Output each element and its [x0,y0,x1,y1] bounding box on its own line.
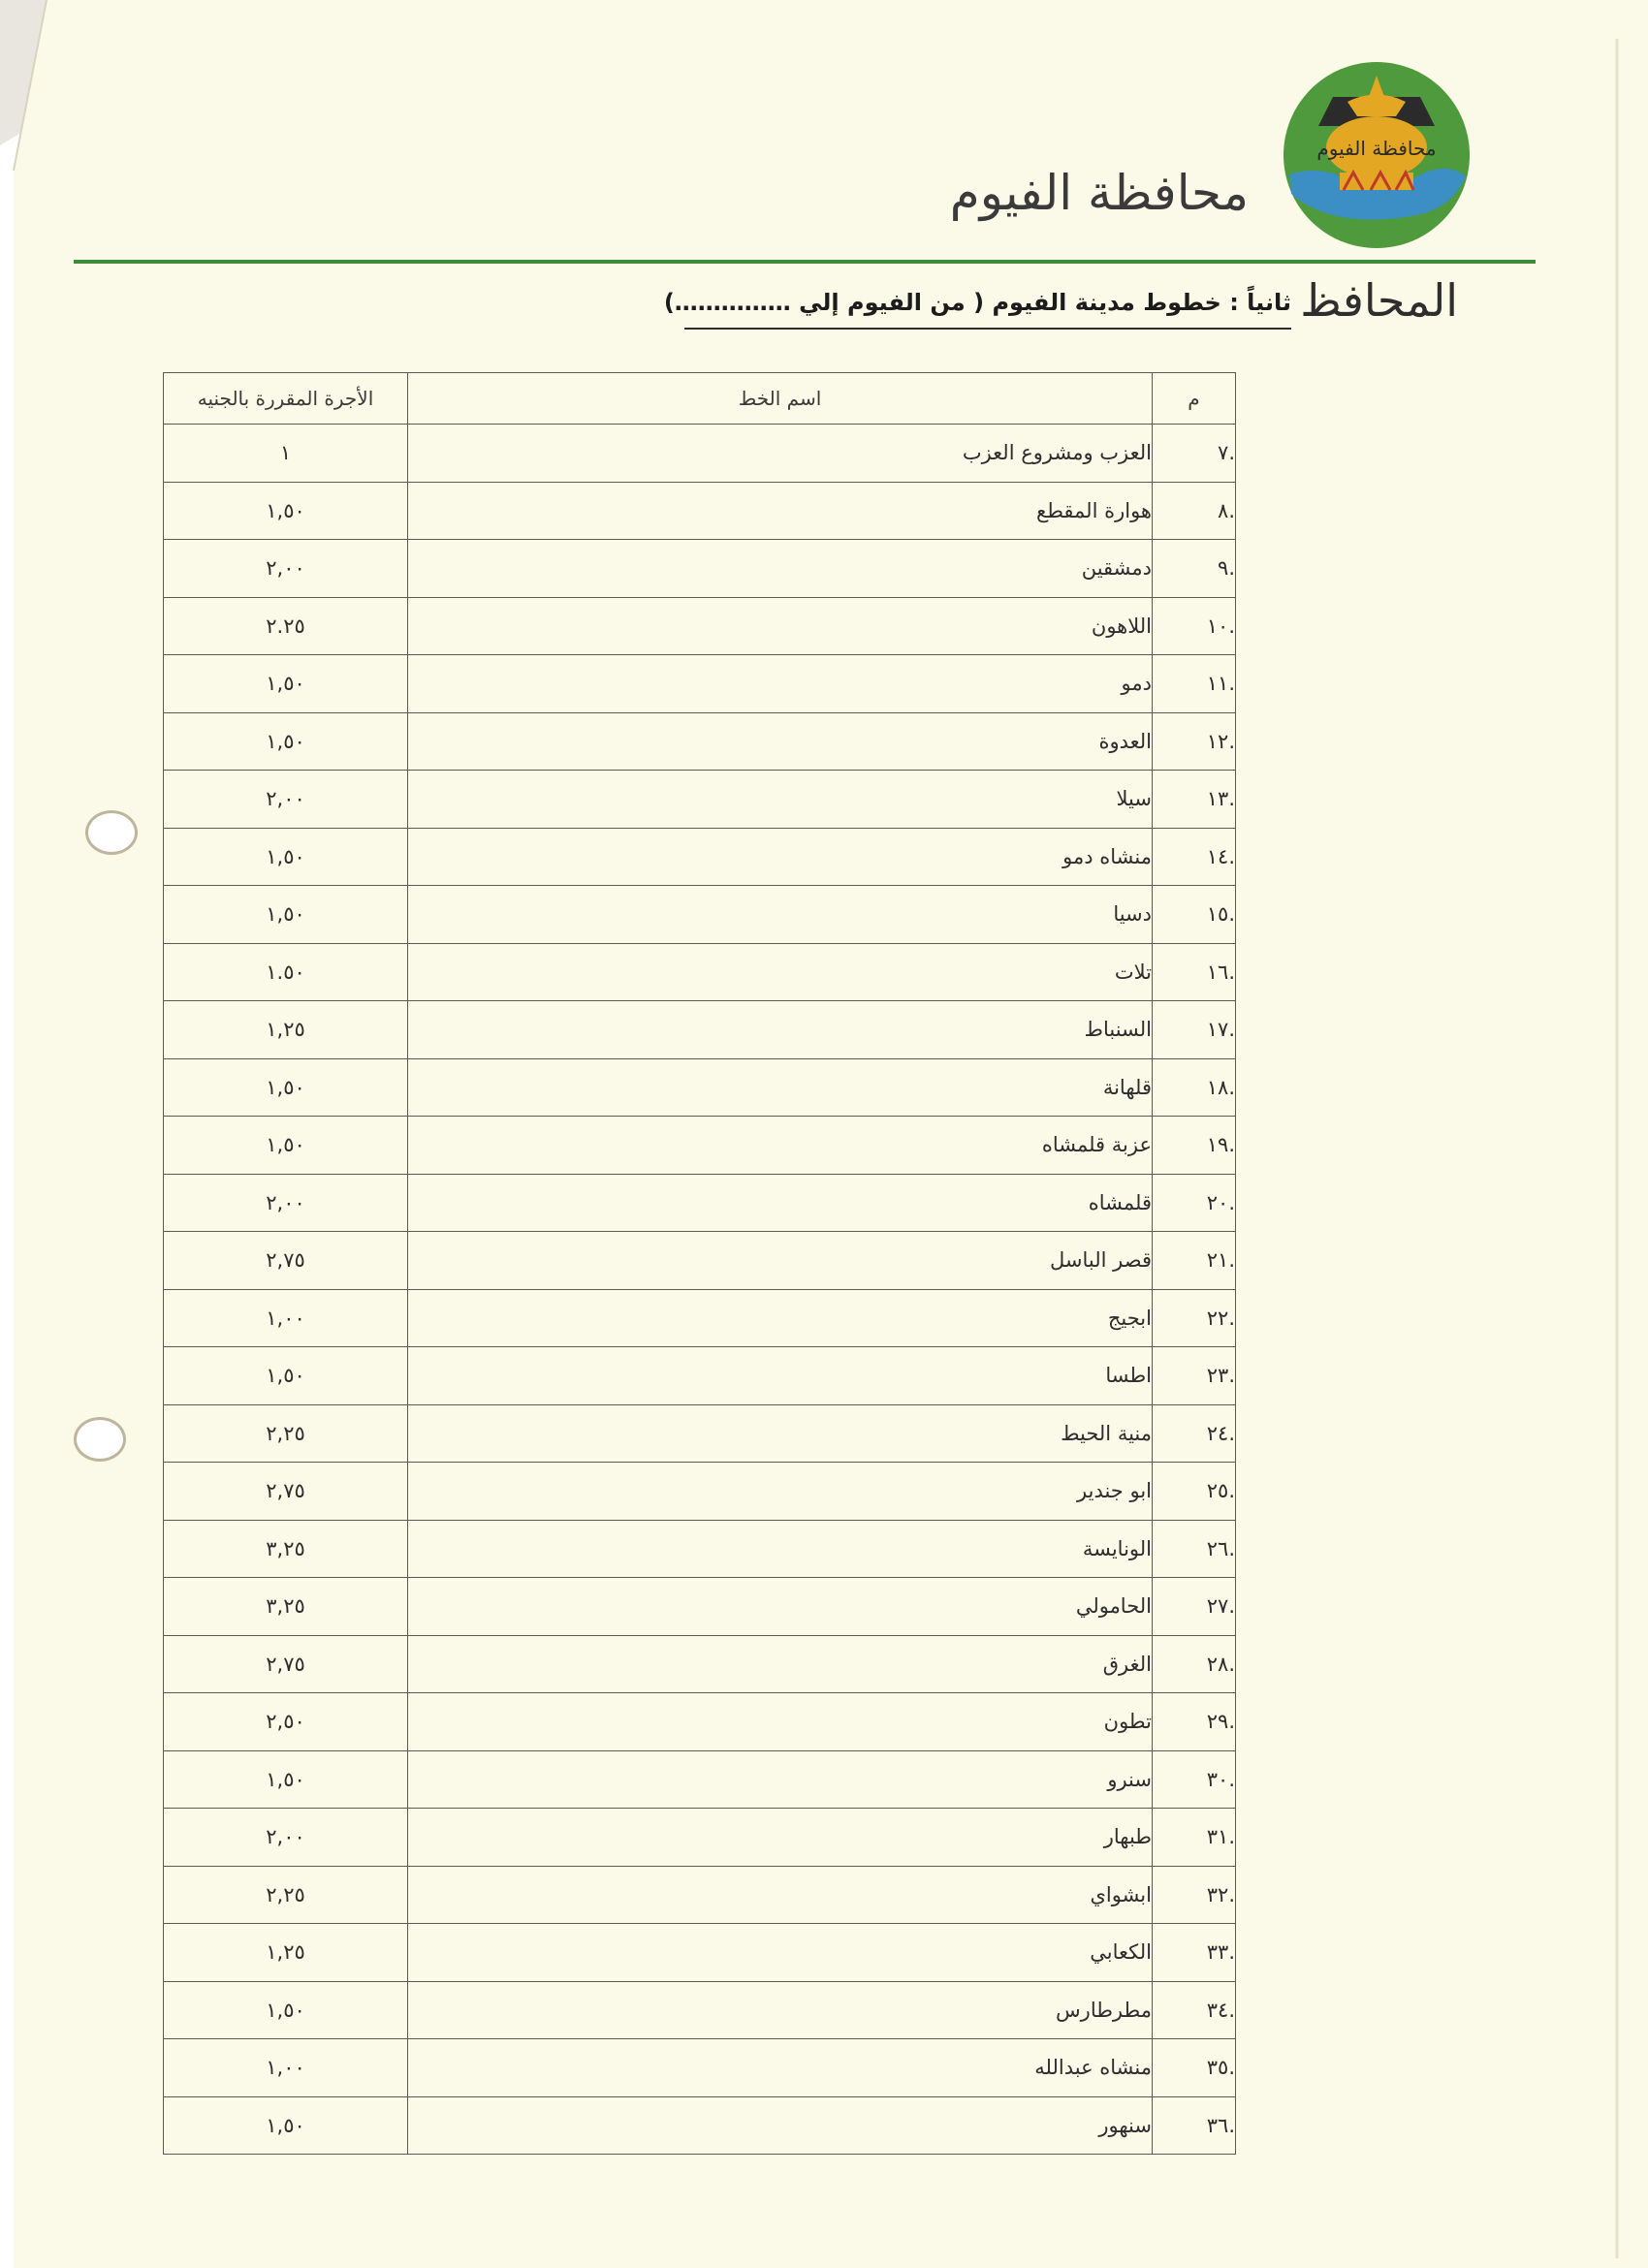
fare-value: ١ [164,425,408,483]
fare-value: ١,٥٠ [164,1981,408,2039]
line-name: سنهور [408,2096,1153,2155]
table-row [164,828,1236,886]
row-number: .٢٨ [1153,1635,1236,1693]
line-name: هوارة المقطع [408,482,1153,540]
row-number: .١٨ [1153,1058,1236,1117]
row-number: .١٧ [1153,1001,1236,1059]
line-name: سيلا [408,771,1153,829]
fare-value: ١,٥٠ [164,1058,408,1117]
line-name: اللاهون [408,597,1153,655]
fare-value: ١,٥٠ [164,828,408,886]
line-name: اطسا [408,1347,1153,1405]
table-row [164,1404,1236,1463]
row-number: .٣٣ [1153,1924,1236,1982]
fare-value: ٢,٠٠ [164,540,408,598]
table-row [164,1693,1236,1751]
fare-value: ١,٥٠ [164,1347,408,1405]
row-number: .٨ [1153,482,1236,540]
table-row [164,1520,1236,1578]
line-name: ابجيج [408,1289,1153,1347]
row-number: .٩ [1153,540,1236,598]
table-row [164,2039,1236,2097]
row-number: .٣٥ [1153,2039,1236,2097]
line-name: منشاه عبدالله [408,2039,1153,2097]
row-number: .٢٥ [1153,1463,1236,1521]
subtitle-underline [684,328,1291,330]
row-number: .٢٧ [1153,1578,1236,1636]
table-row [164,540,1236,598]
table-row [164,1924,1236,1982]
fare-value: ٢,٢٥ [164,1404,408,1463]
line-name: العزب ومشروع العزب [408,425,1153,483]
line-name: مطرطارس [408,1981,1153,2039]
row-number: .٣٦ [1153,2096,1236,2155]
line-name: عزبة قلمشاه [408,1117,1153,1175]
fare-value: ٢,٠٠ [164,1174,408,1232]
row-number: .٢٤ [1153,1404,1236,1463]
table-header-row [164,373,1236,425]
stamp-word: المحافظ [1300,274,1458,327]
line-name: تطون [408,1693,1153,1751]
row-number: .٣٠ [1153,1750,1236,1809]
table-row [164,1232,1236,1290]
table-row [164,1347,1236,1405]
fare-value: ١,٥٠ [164,1117,408,1175]
fare-value: ٢,٢٥ [164,1866,408,1924]
header-fare: الأجرة المقررة بالجنيه [164,373,408,425]
line-name: تلات [408,943,1153,1001]
row-number: .١٦ [1153,943,1236,1001]
section-subtitle: ثانياً : خطوط مدينة الفيوم ( من الفيوم إلي ……………) [663,289,1291,316]
row-number: .١٣ [1153,771,1236,829]
row-number: .١١ [1153,655,1236,713]
row-number: .٢٠ [1153,1174,1236,1232]
line-name: ابو جندير [408,1463,1153,1521]
header-number: م [1153,373,1236,425]
table-row [164,1001,1236,1059]
fare-value: ٣,٢٥ [164,1578,408,1636]
line-name: ابشواي [408,1866,1153,1924]
table-body [164,425,1236,2155]
line-name: دمو [408,655,1153,713]
fare-value: ١,٢٥ [164,1001,408,1059]
table-row [164,1809,1236,1867]
row-number: .١٩ [1153,1117,1236,1175]
table-row [164,482,1236,540]
line-name: منية الحيط [408,1404,1153,1463]
line-name: دسيا [408,886,1153,944]
fare-value: ٢,٠٠ [164,1809,408,1867]
fare-value: ١,٥٠ [164,886,408,944]
table-row [164,1463,1236,1521]
fare-value: ٢,٠٠ [164,771,408,829]
logo-text: محافظة الفيوم [1316,137,1437,160]
line-name: قلهانة [408,1058,1153,1117]
line-name: سنرو [408,1750,1153,1809]
fare-value: ٢,٥٠ [164,1693,408,1751]
fare-value: ١,٥٠ [164,482,408,540]
row-number: .٢٦ [1153,1520,1236,1578]
table-row [164,1866,1236,1924]
fares-table [163,372,1236,2155]
table-row [164,712,1236,771]
line-name: الحامولي [408,1578,1153,1636]
punch-hole-top [85,810,138,855]
fare-value: ١,٠٠ [164,2039,408,2097]
table-row [164,655,1236,713]
table-row [164,1981,1236,2039]
line-name: العدوة [408,712,1153,771]
fare-value: ١,٠٠ [164,1289,408,1347]
row-number: .٣٤ [1153,1981,1236,2039]
table-row [164,1635,1236,1693]
fare-value: ٢,٧٥ [164,1463,408,1521]
table-row [164,1750,1236,1809]
fare-value: ١,٥٠ [164,712,408,771]
punch-hole-bottom [74,1417,126,1462]
table-row [164,425,1236,483]
header-line-name: اسم الخط [408,373,1153,425]
table-row [164,1578,1236,1636]
line-name: طبهار [408,1809,1153,1867]
row-number: .١٠ [1153,597,1236,655]
table-row [164,771,1236,829]
table-row [164,1174,1236,1232]
line-name: الغرق [408,1635,1153,1693]
header-rule [74,260,1536,264]
row-number: .١٢ [1153,712,1236,771]
fare-value: ٣,٢٥ [164,1520,408,1578]
line-name: السنباط [408,1001,1153,1059]
line-name: الونايسة [408,1520,1153,1578]
fare-value: ٢.٢٥ [164,597,408,655]
row-number: .٢٣ [1153,1347,1236,1405]
row-number: .٢٢ [1153,1289,1236,1347]
table-row [164,1289,1236,1347]
row-number: .١٤ [1153,828,1236,886]
fare-value: ١,٥٠ [164,655,408,713]
governorate-title: محافظة الفيوم [949,165,1249,221]
line-name: قلمشاه [408,1174,1153,1232]
fare-value: ١,٥٠ [164,2096,408,2155]
fare-value: ١,٢٥ [164,1924,408,1982]
table-row [164,2096,1236,2155]
row-number: .٧ [1153,425,1236,483]
table-row [164,597,1236,655]
fare-value: ٢,٧٥ [164,1635,408,1693]
line-name: الكعابي [408,1924,1153,1982]
table-row [164,1058,1236,1117]
row-number: .٢١ [1153,1232,1236,1290]
fare-value: ١.٥٠ [164,943,408,1001]
table-row [164,886,1236,944]
row-number: .٢٩ [1153,1693,1236,1751]
row-number: .١٥ [1153,886,1236,944]
line-name: قصر الباسل [408,1232,1153,1290]
table-row [164,1117,1236,1175]
row-number: .٣١ [1153,1809,1236,1867]
row-number: .٣٢ [1153,1866,1236,1924]
table-row [164,943,1236,1001]
fayoum-governorate-logo [1280,58,1474,252]
line-name: منشاه دمو [408,828,1153,886]
fare-value: ٢,٧٥ [164,1232,408,1290]
line-name: دمشقين [408,540,1153,598]
fare-value: ١,٥٠ [164,1750,408,1809]
